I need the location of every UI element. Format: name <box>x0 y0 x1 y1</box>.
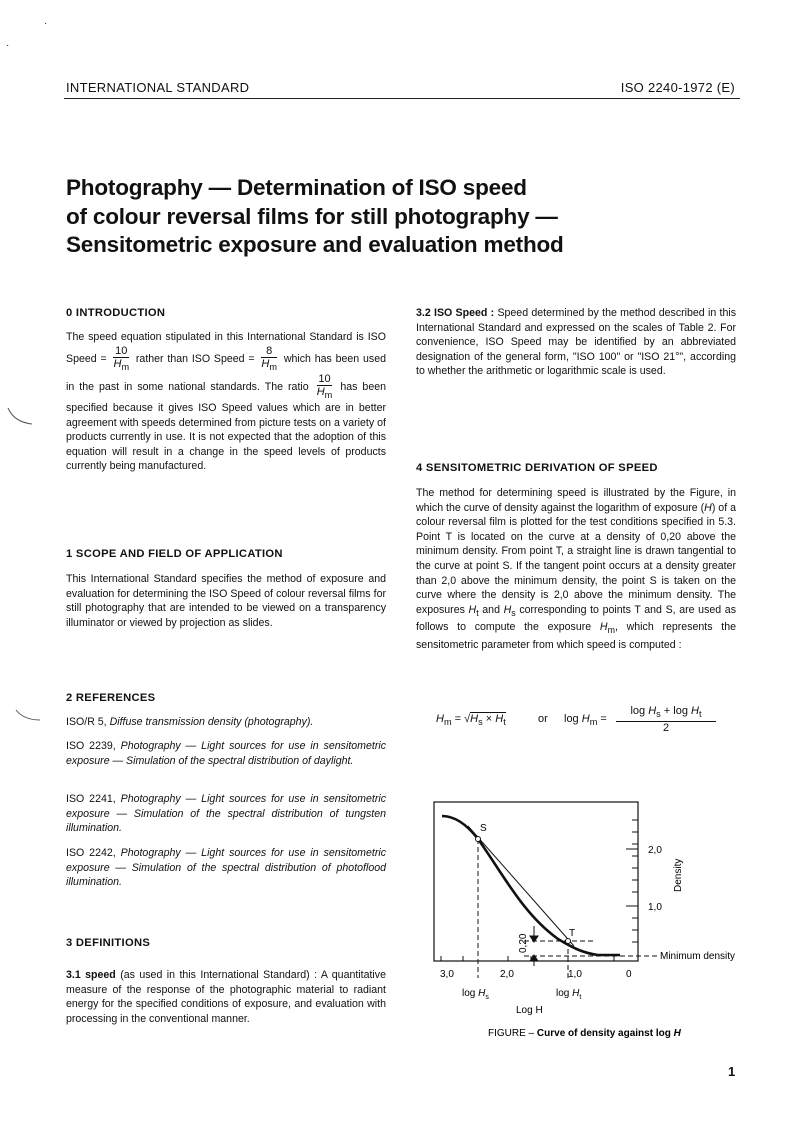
bottom-axis-ticks <box>441 956 614 961</box>
y-tick-label: 2,0 <box>648 845 662 856</box>
reference-item: ISO 2242, Photography — Light sources for use in sensitometric exposure — Simulation of the spectral distribution of photoflood illumination. <box>66 847 386 889</box>
x-tick-label: 2,0 <box>500 969 514 980</box>
definition-3-2: 3.2 ISO Speed : Speed determined by the method described in this International Standard and expressed on the scales of Table 2. For convenience, ISO Speed may be identified by an abbreviated designation of the general form, "ISO 100" or "ISO 21°", according to whether the arithmetic or logarithmic scale is used. <box>416 307 736 378</box>
scan-mark: · <box>44 18 48 29</box>
intro-heading: 0 INTRODUCTION <box>66 307 166 319</box>
fraction-8-hm: $\frac{8}{H_m}$ <box>261 344 277 372</box>
header-doc-number: ISO 2240-1972 (E) <box>620 80 735 95</box>
delta-arrows <box>530 926 538 966</box>
header-rule <box>64 98 740 99</box>
y-axis-label: Density <box>673 858 684 892</box>
punch-mark <box>6 404 36 428</box>
label-s: S <box>480 823 487 834</box>
reference-item: ISO 2241, Photography — Light sources for use in sensitometric exposure — Simulation of the spectral distribution of tungsten illumination. <box>66 793 386 835</box>
figure-caption: FIGURE – Curve of density against log H <box>488 1028 681 1039</box>
page-title: Photography — Determination of ISO speed of colour reversal films for still photography — Sensitometric exposure and evaluation method <box>66 175 564 257</box>
references-heading: 2 REFERENCES <box>66 692 156 704</box>
x-axis-label: Log H <box>516 1005 543 1016</box>
log-hs-label: $\log H_s$ <box>462 988 489 1001</box>
point-s <box>476 837 481 842</box>
log-ht-label: $\log H_t$ <box>556 988 582 1001</box>
derivation-paragraph: The method for determining speed is illustrated by the Figure, in which the curve of density against the logarithm of exposure (H) of a colour reversal film is plotted for the test conditions specified in 5.3. Point T is located on the curve at a density of 0,20 above the minimum density. From point T, a straight line is drawn tangential to the curve at point S. If the tangent point occurs at a density greater than 2,0 above the minimum density, the point S is taken on the curve where the density is 2,0 above the minimum density. The exposures $H_t$ and $H_s$ corresponding to points T and S, are used as follows to compute the exposure $H_m$, which represents the sensitometric parameter from which speed is computed : <box>416 487 736 652</box>
intro-paragraph: The speed equation stipulated in this International Standard is ISO Speed = $\frac{10}{H_m}$ rather than ISO Speed = $\frac{8}{H_m}$ which has been used in the past in some national standards. The ratio $\frac{10}{H_m}$ has been specified because it gives ISO Speed values which are in better agreement with speeds determined from picture tests on a variety of products currently in use. It is not expected that the adoption of this equation will result in a change in the speed levels of products currently being manufactured. <box>66 331 386 473</box>
guide-lines <box>478 839 658 978</box>
x-tick-label: 3,0 <box>440 969 454 980</box>
scan-mark: · <box>6 40 10 51</box>
x-tick-label: 0 <box>626 969 632 980</box>
label-t: T <box>569 928 576 939</box>
scope-heading: 1 SCOPE AND FIELD OF APPLICATION <box>66 548 283 560</box>
min-density-label: Minimum density <box>660 951 736 962</box>
reference-item: ISO/R 5, Diffuse transmission density (photography). <box>66 716 314 728</box>
derivation-heading: 4 SENSITOMETRIC DERIVATION OF SPEED <box>416 462 658 474</box>
density-curve-figure <box>428 796 748 1046</box>
fraction-ratio: $\frac{10}{H_m}$ <box>316 372 333 400</box>
reference-item: ISO 2239, Photography — Light sources for use in sensitometric exposure — Simulation of the spectral distribution of daylight. <box>66 740 386 767</box>
x-tick-label: 1,0 <box>568 969 582 980</box>
header-standard-type: INTERNATIONAL STANDARD <box>66 80 250 95</box>
page-number: 1 <box>728 1064 736 1079</box>
fraction-10-hm: $\frac{10}{H_m}$ <box>113 344 130 372</box>
punch-mark <box>14 706 44 724</box>
tangent-line <box>468 826 574 946</box>
delta-label: 0,20 <box>518 933 529 953</box>
y-tick-label: 1,0 <box>648 902 662 913</box>
definitions-heading: 3 DEFINITIONS <box>66 937 151 949</box>
density-curve <box>442 816 620 955</box>
scope-paragraph: This International Standard specifies the method of exposure and evaluation for determining the ISO Speed of colour reversal films for still photography that are intended to be viewed on a transparency illuminator or viewed by projection as slides. <box>66 573 386 629</box>
right-axis-ticks <box>626 820 638 942</box>
definition-3-1: 3.1 speed (as used in this International Standard) : A quantitative measure of the response of the photographic material to radiant energy for the specified conditions of exposure, and evaluation with processing in the conventional manner. <box>66 969 386 1025</box>
speed-equation: $H_m = √H_s \times H_t$ or $\log H_m$ = $\log H_s + \log H_t$ 2 <box>436 704 736 744</box>
point-t <box>566 939 571 944</box>
